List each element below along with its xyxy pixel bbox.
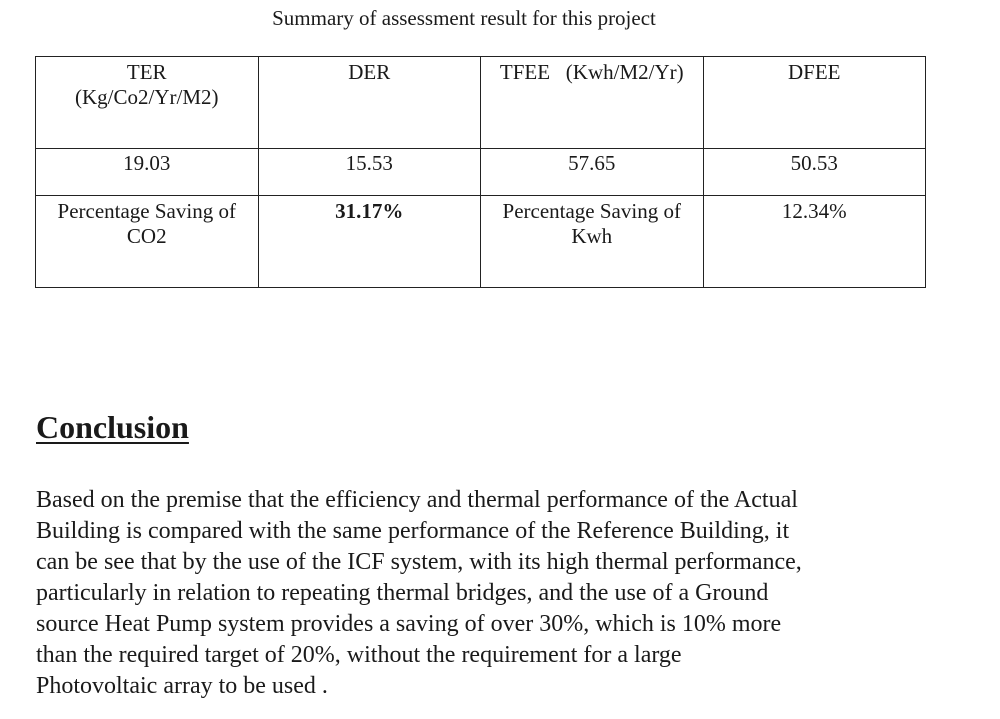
percent-cell-kwh-label	[481, 196, 704, 288]
conclusion-heading: Conclusion	[36, 409, 189, 445]
conclusion-line: than the required target of 20%, without the requirement for a large	[36, 642, 682, 668]
header-ter-unit: (Kg/Co2/Yr/M2)	[75, 85, 219, 109]
value-cell-tfee: 57.65	[481, 149, 704, 196]
table-percent-row	[36, 196, 926, 288]
percent-co2-label-line1: Percentage Saving of	[57, 199, 236, 223]
header-cell-ter	[36, 57, 259, 149]
header-tfee-label: TFEE (Kwh/M2/Yr)	[499, 60, 684, 84]
value-cell-der: 15.53	[258, 149, 481, 196]
table-values-row	[36, 149, 926, 196]
conclusion-line: source Heat Pump system provides a saving of over 30%, which is 10% more	[36, 611, 782, 637]
header-cell-tfee	[481, 57, 704, 149]
header-cell-dfee	[703, 57, 926, 149]
conclusion-line: Building is compared with the same performance of the Reference Building, it	[36, 518, 790, 544]
percent-kwh-label-line2: Kwh	[571, 224, 613, 248]
percent-kwh-label-line1: Percentage Saving of	[502, 199, 681, 223]
conclusion-line: Based on the premise that the efficiency and thermal performance of the Actual	[36, 487, 798, 513]
conclusion-line: particularly in relation to repeating thermal bridges, and the use of a Ground	[36, 580, 769, 606]
percent-cell-co2-label	[36, 196, 259, 288]
header-ter-label: TER	[126, 60, 167, 84]
conclusion-paragraph	[36, 485, 936, 702]
header-der-label: DER	[348, 60, 391, 84]
header-dfee-label: DFEE	[788, 60, 841, 84]
conclusion-line: Photovoltaic array to be used .	[36, 673, 328, 699]
percent-cell-kwh-value: 12.34%	[703, 196, 926, 288]
value-cell-ter: 19.03	[36, 149, 259, 196]
header-cell-der	[258, 57, 481, 149]
assessment-summary-table	[35, 56, 926, 288]
conclusion-line: can be see that by the use of the ICF system, with its high thermal performance,	[36, 549, 802, 575]
percent-co2-label-line2: CO2	[126, 224, 167, 248]
percent-cell-co2-value: 31.17%	[258, 196, 481, 288]
value-cell-dfee: 50.53	[703, 149, 926, 196]
table-header-row	[36, 57, 926, 149]
table-caption: Summary of assessment result for this project	[272, 6, 656, 30]
